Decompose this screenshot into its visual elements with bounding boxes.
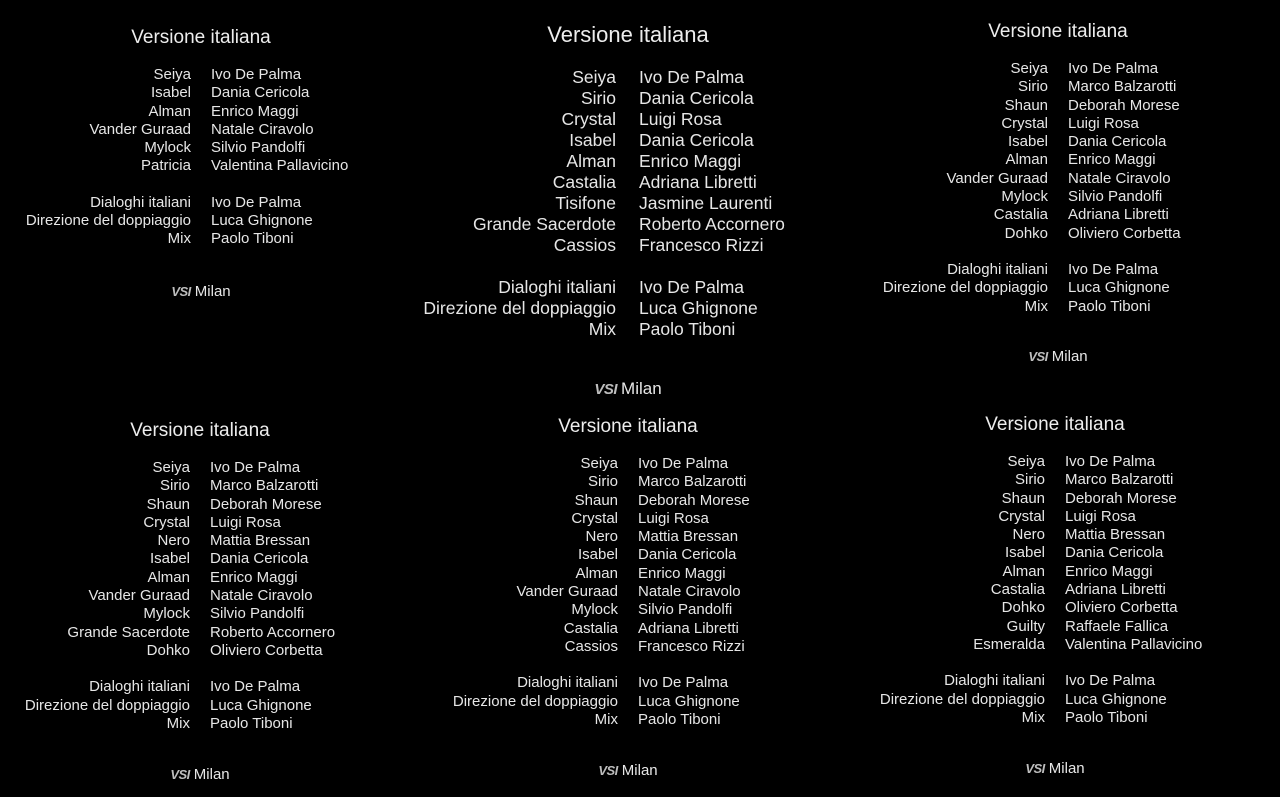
role-label: Dialoghi italiani <box>90 193 191 211</box>
actor-name: Dania Cericola <box>1068 133 1167 151</box>
panel-title: Versione italiana <box>558 416 698 437</box>
crew-name: Paolo Tiboni <box>639 319 736 339</box>
vsi-logo-mark: VSI <box>1028 349 1048 364</box>
role-label: Shaun <box>146 495 190 513</box>
role-label: Mylock <box>1001 188 1048 206</box>
role-label: Castalia <box>563 619 618 637</box>
role-label: Mix <box>588 319 616 339</box>
studio-logo <box>1025 760 1084 777</box>
role-label: Grande Sacerdote <box>472 214 616 234</box>
role-label: Shaun <box>1004 96 1048 114</box>
crew-name: Paolo Tiboni <box>638 710 721 728</box>
actor-name: Luigi Rosa <box>1065 507 1136 525</box>
actor-name: Dania Cericola <box>638 546 737 564</box>
role-label: Dialoghi italiani <box>517 674 618 692</box>
studio-logo <box>171 283 230 300</box>
actor-name: Adriana Libretti <box>1065 581 1166 599</box>
studio-logo <box>1028 348 1087 365</box>
role-label: Seiya <box>1010 60 1048 77</box>
actor-name: Oliviero Corbetta <box>210 641 323 659</box>
role-label: Isabel <box>1007 133 1048 151</box>
role-label: Grande Sacerdote <box>67 623 190 641</box>
crew-name: Ivo De Palma <box>210 678 301 696</box>
role-label: Esmeralda <box>973 635 1045 653</box>
role-label: Mylock <box>144 139 191 157</box>
role-label: Dialoghi italiani <box>944 672 1045 690</box>
studio-logo <box>594 379 661 399</box>
role-label: Mix <box>167 230 191 248</box>
actor-name: Adriana Libretti <box>639 172 757 192</box>
role-label: Vander Guraad <box>946 169 1048 187</box>
vsi-logo-mark: VSI <box>170 767 190 782</box>
role-label: Cassios <box>553 235 616 255</box>
role-label: Seiya <box>572 67 616 87</box>
role-label: Alman <box>566 151 616 171</box>
actor-name: Natale Ciravolo <box>638 583 741 601</box>
studio-logo <box>598 762 657 779</box>
crew-name: Ivo De Palma <box>638 674 729 692</box>
role-label: Mix <box>594 710 618 728</box>
crew-name: Paolo Tiboni <box>1065 708 1148 726</box>
role-label: Dialoghi italiani <box>89 678 190 696</box>
crew-name: Luca Ghignone <box>1068 279 1170 297</box>
actor-name: Marco Balzarotti <box>210 477 319 495</box>
role-label: Dialoghi italiani <box>498 277 616 297</box>
crew-name: Ivo De Palma <box>1068 260 1159 278</box>
role-label: Mix <box>1024 297 1048 315</box>
role-label: Vander Guraad <box>516 583 618 601</box>
role-label: Vander Guraad <box>89 120 191 138</box>
role-label: Vander Guraad <box>88 587 190 605</box>
actor-name: Ivo De Palma <box>210 459 301 476</box>
panel-title: Versione italiana <box>985 414 1125 435</box>
actor-name: Deborah Morese <box>210 495 322 513</box>
role-label: Direzione del doppiaggio <box>24 696 190 714</box>
panel-title: Versione italiana <box>988 21 1128 42</box>
role-label: Alman <box>575 564 618 582</box>
actor-name: Luigi Rosa <box>639 109 722 129</box>
actor-name: Dania Cericola <box>639 88 754 108</box>
actor-name: Enrico Maggi <box>1065 562 1153 580</box>
actor-name: Ivo De Palma <box>1065 453 1156 470</box>
role-label: Isabel <box>149 550 190 568</box>
crew-name: Ivo De Palma <box>639 277 745 297</box>
role-label: Alman <box>148 102 191 120</box>
actor-name: Deborah Morese <box>638 491 750 509</box>
role-label: Direzione del doppiaggio <box>25 212 191 230</box>
actor-name: Francesco Rizzi <box>638 637 745 655</box>
actor-name: Valentina Pallavicino <box>211 157 349 175</box>
role-label: Seiya <box>580 455 618 472</box>
actor-name: Mattia Bressan <box>210 532 311 550</box>
role-label: Seiya <box>152 459 190 476</box>
role-label: Crystal <box>998 507 1045 525</box>
actor-name: Enrico Maggi <box>639 151 742 171</box>
actor-name: Natale Ciravolo <box>210 587 313 605</box>
vsi-logo-mark: VSI <box>594 381 618 398</box>
actor-name: Oliviero Corbetta <box>1065 599 1178 617</box>
studio-city: Milan <box>621 762 658 779</box>
actor-name: Ivo De Palma <box>211 66 302 83</box>
crew-name: Paolo Tiboni <box>1068 297 1151 315</box>
studio-city: Milan <box>194 283 231 300</box>
actor-name: Oliviero Corbetta <box>1068 224 1181 242</box>
crew-name: Luca Ghignone <box>211 212 313 230</box>
crew-name: Ivo De Palma <box>211 193 302 211</box>
studio-city: Milan <box>1048 760 1085 777</box>
role-label: Alman <box>147 568 190 586</box>
role-label: Sirio <box>580 88 616 108</box>
actor-name: Silvio Pandolfi <box>1068 188 1163 206</box>
role-label: Dohko <box>1004 224 1048 242</box>
panel-title: Versione italiana <box>547 22 709 47</box>
role-label: Direzione del doppiaggio <box>879 690 1045 708</box>
role-label: Crystal <box>561 109 616 129</box>
role-label: Dialoghi italiani <box>947 260 1048 278</box>
actor-name: Dania Cericola <box>210 550 309 568</box>
role-label: Dohko <box>146 641 190 659</box>
role-label: Mix <box>1021 708 1045 726</box>
studio-city: Milan <box>193 766 230 783</box>
role-label: Nero <box>1012 526 1045 544</box>
actor-name: Marco Balzarotti <box>1065 471 1174 489</box>
actor-name: Silvio Pandolfi <box>211 139 306 157</box>
actor-name: Ivo De Palma <box>639 67 745 87</box>
actor-name: Roberto Accornero <box>639 214 785 234</box>
crew-name: Luca Ghignone <box>639 298 758 318</box>
studio-city: Milan <box>621 379 662 398</box>
role-label: Castalia <box>993 206 1048 224</box>
role-label: Crystal <box>571 509 618 527</box>
role-label: Guilty <box>1006 617 1045 635</box>
actor-name: Enrico Maggi <box>210 568 298 586</box>
actor-name: Roberto Accornero <box>210 623 336 641</box>
role-label: Shaun <box>1001 489 1045 507</box>
studio-city: Milan <box>1051 348 1088 365</box>
actor-name: Dania Cericola <box>639 130 754 150</box>
role-label: Sirio <box>1014 471 1045 489</box>
crew-name: Paolo Tiboni <box>211 230 294 248</box>
role-label: Mylock <box>143 605 190 623</box>
vsi-logo-mark: VSI <box>598 763 618 778</box>
role-label: Tisifone <box>555 193 616 213</box>
role-label: Direzione del doppiaggio <box>452 692 618 710</box>
role-label: Isabel <box>577 546 618 564</box>
role-label: Cassios <box>564 637 618 655</box>
actor-name: Mattia Bressan <box>638 528 739 546</box>
role-label: Nero <box>585 528 618 546</box>
actor-name: Ivo De Palma <box>1068 60 1159 77</box>
crew-name: Luca Ghignone <box>1065 690 1167 708</box>
actor-name: Silvio Pandolfi <box>210 605 305 623</box>
role-label: Sirio <box>1017 78 1048 96</box>
panel-title: Versione italiana <box>130 420 270 441</box>
vsi-logo-mark: VSI <box>171 284 191 299</box>
actor-name: Natale Ciravolo <box>1068 169 1171 187</box>
role-label: Alman <box>1005 151 1048 169</box>
panel-title: Versione italiana <box>131 27 271 48</box>
actor-name: Jasmine Laurenti <box>639 193 773 213</box>
role-label: Nero <box>157 532 190 550</box>
role-label: Sirio <box>159 477 190 495</box>
crew-name: Ivo De Palma <box>1065 672 1156 690</box>
actor-name: Dania Cericola <box>211 84 310 102</box>
role-label: Direzione del doppiaggio <box>423 298 616 318</box>
actor-name: Marco Balzarotti <box>1068 78 1177 96</box>
role-label: Sirio <box>587 473 618 491</box>
role-label: Castalia <box>990 581 1045 599</box>
actor-name: Enrico Maggi <box>638 564 726 582</box>
crew-name: Paolo Tiboni <box>210 714 293 732</box>
crew-name: Luca Ghignone <box>210 696 312 714</box>
actor-name: Valentina Pallavicino <box>1065 635 1203 653</box>
role-label: Castalia <box>552 172 616 192</box>
role-label: Alman <box>1002 562 1045 580</box>
actor-name: Natale Ciravolo <box>211 120 314 138</box>
actor-name: Raffaele Fallica <box>1065 617 1169 635</box>
studio-logo <box>170 766 229 783</box>
role-label: Patricia <box>140 157 191 175</box>
crew-name: Luca Ghignone <box>638 692 740 710</box>
role-label: Isabel <box>150 84 191 102</box>
role-label: Crystal <box>1001 114 1048 132</box>
actor-name: Adriana Libretti <box>638 619 739 637</box>
vsi-logo-mark: VSI <box>1025 761 1045 776</box>
role-label: Mix <box>166 714 190 732</box>
role-label: Seiya <box>153 66 191 83</box>
actor-name: Silvio Pandolfi <box>638 601 733 619</box>
actor-name: Luigi Rosa <box>638 509 709 527</box>
actor-name: Luigi Rosa <box>1068 114 1139 132</box>
actor-name: Dania Cericola <box>1065 544 1164 562</box>
role-label: Crystal <box>143 513 190 531</box>
role-label: Isabel <box>1004 544 1045 562</box>
actor-name: Marco Balzarotti <box>638 473 747 491</box>
actor-name: Enrico Maggi <box>1068 151 1156 169</box>
actor-name: Ivo De Palma <box>638 455 729 472</box>
actor-name: Deborah Morese <box>1068 96 1180 114</box>
actor-name: Mattia Bressan <box>1065 526 1166 544</box>
actor-name: Deborah Morese <box>1065 489 1177 507</box>
role-label: Mylock <box>571 601 618 619</box>
role-label: Seiya <box>1007 453 1045 470</box>
actor-name: Luigi Rosa <box>210 513 281 531</box>
role-label: Direzione del doppiaggio <box>882 279 1048 297</box>
role-label: Dohko <box>1001 599 1045 617</box>
actor-name: Enrico Maggi <box>211 102 299 120</box>
role-label: Isabel <box>569 130 616 150</box>
actor-name: Francesco Rizzi <box>639 235 764 255</box>
role-label: Shaun <box>574 491 618 509</box>
actor-name: Adriana Libretti <box>1068 206 1169 224</box>
